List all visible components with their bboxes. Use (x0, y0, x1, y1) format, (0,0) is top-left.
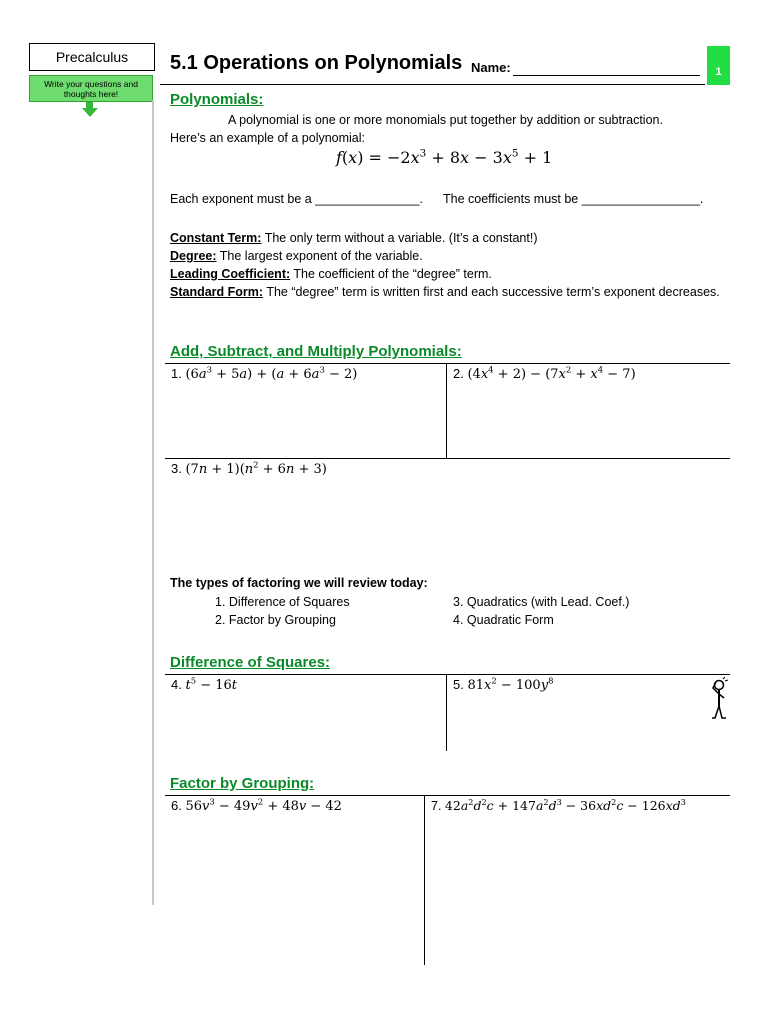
coefficient-fill-in: The coefficients must be _________________. (443, 192, 704, 206)
definition-term: Standard Form: (170, 285, 264, 299)
problem-number: 6. (171, 798, 182, 813)
problem-2-expression: $(4x^4 + 2) - (7x^2 + x^4 - 7)$ (467, 364, 636, 382)
polynomial-intro-line-2: Here’s an example of a polynomial: (170, 131, 366, 145)
title-rule (160, 84, 705, 85)
table-rule (165, 674, 730, 675)
table-rule (165, 795, 730, 796)
factoring-type-2: 2. Factor by Grouping (215, 613, 336, 627)
problem-3 (171, 461, 327, 477)
difference-of-squares-heading: Difference of Squares: (170, 654, 331, 671)
definition-text: The only term without a variable. (It’s a constant!) (264, 231, 538, 245)
page-number-badge: 1 (707, 46, 730, 85)
table-divider (446, 363, 447, 458)
definition-text: The largest exponent of the variable. (219, 249, 423, 263)
factor-by-grouping-heading: Factor by Grouping: (170, 775, 315, 792)
definition-text: The “degree” term is written first and each successive term’s exponent decreases. (266, 285, 720, 299)
factoring-type-3: 3. Quadratics (with Lead. Coef.) (453, 595, 630, 609)
problem-3-expression: $(7n + 1)(n^2 + 6n + 3)$ (185, 459, 327, 477)
definition-term: Constant Term: (170, 231, 262, 245)
problem-6 (171, 798, 342, 814)
course-label: Precalculus (29, 43, 155, 71)
table-rule (165, 363, 730, 364)
problem-7-expression: $42a^2d^2c + 147a^2d^3 - 36xd^2c - 126xd^3$ (444, 796, 686, 813)
exponent-fill-in: Each exponent must be a _______________. (170, 192, 423, 206)
definition-standard-form (170, 283, 730, 301)
problem-number: 1. (171, 366, 182, 381)
problem-number: 4. (171, 677, 182, 692)
factoring-types-heading: The types of factoring we will review today: (170, 576, 428, 590)
polynomial-intro-line-1: A polynomial is one or more monomials put together by addition or subtraction. (228, 113, 663, 127)
problem-1-expression: $(6a^3 + 5a) + (a + 6a^3 - 2)$ (185, 364, 358, 382)
problem-number: 2. (453, 366, 464, 381)
factoring-type-4: 4. Quadratic Form (453, 613, 554, 627)
page-title: 5.1 Operations on Polynomials (170, 52, 463, 74)
definition-term: Leading Coefficient: (170, 267, 291, 281)
notes-banner: Write your questions and thoughts here! (29, 75, 153, 102)
problem-number: 3. (171, 461, 182, 476)
polynomials-heading: Polynomials: (170, 91, 264, 108)
problem-5 (453, 677, 553, 693)
definition-degree (170, 247, 730, 265)
problem-7 (431, 798, 686, 813)
problem-number: 7. (431, 799, 442, 813)
polynomial-example-equation: $f(x) = -2x^3 + 8x - 3x^5 + 1$ (336, 147, 553, 167)
problem-4-expression: $t^5 - 16t$ (185, 675, 238, 693)
definition-constant-term (170, 229, 730, 247)
definition-leading-coefficient (170, 265, 730, 283)
problem-1 (171, 366, 357, 382)
table-divider (446, 674, 447, 751)
problem-6-expression: $56v^3 - 49v^2 + 48v - 42$ (185, 796, 342, 814)
problem-number: 5. (453, 677, 464, 692)
table-rule (165, 458, 730, 459)
problem-2 (453, 366, 636, 382)
definitions-list (170, 229, 730, 301)
table-divider (424, 795, 425, 965)
definition-term: Degree: (170, 249, 217, 263)
margin-divider (152, 100, 154, 905)
name-field[interactable] (513, 75, 700, 76)
problem-4 (171, 677, 237, 693)
name-label: Name: (471, 60, 511, 75)
thinking-stick-figure-icon (708, 676, 730, 720)
factoring-type-1: 1. Difference of Squares (215, 595, 350, 609)
definition-text: The coefficient of the “degree” term. (293, 267, 492, 281)
problem-5-expression: $81x^2 - 100y^8$ (467, 675, 554, 693)
operations-heading: Add, Subtract, and Multiply Polynomials: (170, 343, 462, 360)
